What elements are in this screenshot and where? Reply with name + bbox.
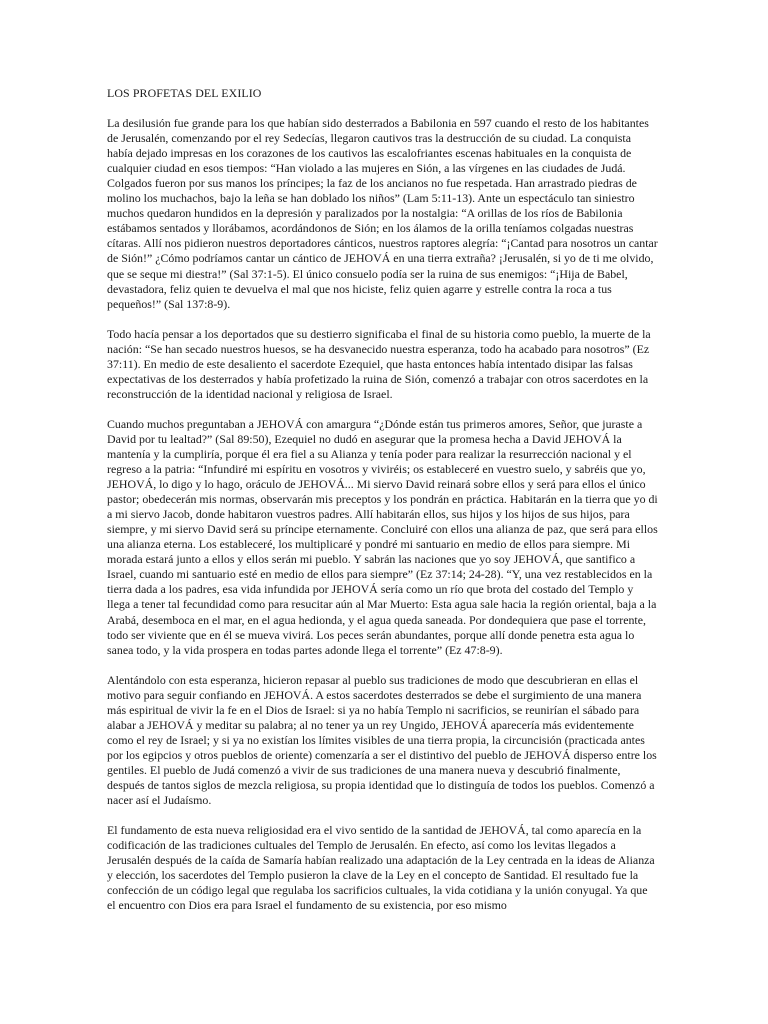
paragraph-2: Todo hacía pensar a los deportados que su destierro significaba el final de su historia como pueblo, la muerte de la nación: “Se han secado nuestros huesos, se ha desvanecido nuestra esperanza, todo ha acabado para nosotros” (Ez 37:11). En medio de este desaliento el sacerdote Ezequiel, que hasta entonces había intentado disipar las falsas expectativas de los desterrados y había profetizado la ruina de Sión, comenzó a trabajar con otros sacerdotes en la reconstrucción de la identidad nacional y religiosa de Israel.	[107, 326, 651, 401]
paragraph-4: Alentándolo con esta esperanza, hicieron repasar al pueblo sus tradiciones de modo que descubrieran en ellas el motivo para seguir confiando en JEHOVÁ. A estos sacerdotes desterrados se debe el surgimiento de una manera más espiritual de vivir la fe en el Dios de Israel: si ya no había Templo ni sacrificios, se reunirían el sábado para alabar a JEHOVÁ y meditar su palabra; al no tener ya un rey Ungido, JEHOVÁ aparecería más evidentemente como el rey de Israel; y si ya no existían los límites visibles de una tierra propia, la circuncisión (practicada antes por los egipcios y otros pueblos de oriente) comenzaría a ser el distintivo del pueblo de JEHOVÁ disperso entre los gentiles. El pueblo de Judá comenzó a vivir de sus tradiciones de una manera nueva y descubrió finalmente, después de tantos siglos de mezcla religiosa, su propia identidad que lo distinguía de todos los pueblos. Comenzó a nacer así el Judaísmo.	[107, 672, 657, 808]
paragraph-3: Cuando muchos preguntaban a JEHOVÁ con amargura “¿Dónde están tus primeros amores, Señor, que juraste a David por tu lealtad?” (Sal 89:50), Ezequiel no dudó en asegurar que la promesa hecha a David JEHOVÁ la mantenía y la cumpliría, porque él era fiel a su Alianza y tenía poder para realizar la resurrección nacional y el regreso a la patria: “Infundiré mi espíritu en vosotros y viviréis; os estableceré en vuestro suelo, y sabréis que yo, JEHOVÁ, lo digo y lo hago, oráculo de JEHOVÁ... Mi siervo David reinará sobre ellos y será para ellos el único pastor; obedecerán mis normas, observarán mis preceptos y los pondrán en práctica. Habitarán en la tierra que yo di a mi siervo Jacob, donde habitaron vuestros padres. Allí habitarán ellos, sus hijos y los hijos de sus hijos, para siempre, y mi siervo David será su príncipe eternamente. Concluiré con ellos una alianza de paz, que será para ellos una alianza eterna. Los estableceré, los multiplicaré y pondré mi santuario en medio de ellos para siempre. Mi morada estará junto a ellos y ellos serán mi pueblo. Y sabrán las naciones que yo soy JEHOVÁ, que santifico a Israel, cuando mi santuario esté en medio de ellos para siempre” (Ez 37:14; 24-28). “Y, una vez restablecidos en la tierra dada a los padres, esa vida infundida por JEHOVÁ sería como un río que brota del costado del Templo y llega a tener tal fecundidad como para resucitar aún al Mar Muerto: Esta agua sale hacia la región oriental, baja a la Arabá, desemboca en el mar, en el agua hedionda, y el agua queda saneada. Por dondequiera que pase el torrente, todo ser viviente que en él se mueva vivirá. Los peces serán abundantes, porque allí donde penetra esta agua lo sanea todo, y la vida prospera en todas partes adonde llega el torrente” (Ez 47:8-9).	[107, 416, 658, 657]
document-title: LOS PROFETAS DEL EXILIO	[107, 86, 262, 100]
paragraph-1: La desilusión fue grande para los que habían sido desterrados a Babilonia en 597 cuando el resto de los habitantes de Jerusalén, comenzando por el rey Sedecías, llegaron cautivos tras la destrucción de su ciudad. La conquista había dejado impresas en los corazones de los cautivos las escalofriantes escenas habituales en la conquista de cualquier ciudad en esos tiempos: “Han violado a las mujeres en Sión, a las vírgenes en las ciudades de Judá. Colgados fueron por sus manos los príncipes; la faz de los ancianos no fue respetada. Han arrastrado piedras de molino los muchachos, bajo la leña se han doblado los niños” (Lam 5:11-13). Ante un espectáculo tan siniestro muchos quedaron hundidos en la depresión y paralizados por la nostalgia: “A orillas de los ríos de Babilonia estábamos sentados y llorábamos, acordándonos de Sión; en los álamos de la orilla teníamos colgadas nuestras cítaras. Allí nos pidieron nuestros deportadores cánticos, nuestros raptores alegría: “¡Cantad para nosotros un cantar de Sión!” ¿Cómo podríamos cantar un cántico de JEHOVÁ en una tierra extraña? ¡Jerusalén, si yo de ti me olvido, que se seque mi diestra!” (Sal 37:1-5). El único consuelo podía ser la ruina de sus enemigos: “¡Hija de Babel, devastadora, feliz quien te devuelva el mal que nos hiciste, feliz quien agarre y estrelle contra la roca a tus pequeños!” (Sal 137:8-9).	[107, 116, 658, 311]
document-page	[107, 86, 659, 928]
paragraph-5: El fundamento de esta nueva religiosidad era el vivo sentido de la santidad de JEHOVÁ, tal como aparecía en la codificación de las tradiciones cultuales del Templo de Jerusalén. En efecto, así como los levitas llegados a Jerusalén después de la caída de Samaría habían realizado una adaptación de la Ley centrada en la ideas de Alianza y elección, los sacerdotes del Templo pusieron la clave de la Ley en el concepto de Santidad. El resultado fue la confección de un código legal que regulaba los sacrificios cultuales, la vida cotidiana y la unión conyugal. Ya que el encuentro con Dios era para Israel el fundamento de su existencia, por eso mismo	[107, 823, 655, 913]
